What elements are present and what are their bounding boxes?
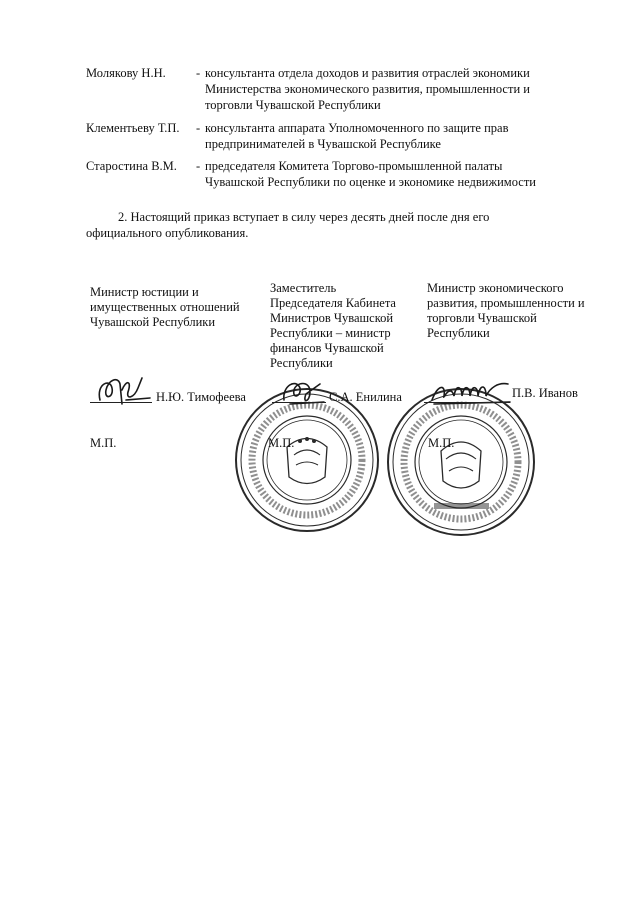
- signatory-title: Заместитель: [270, 281, 337, 295]
- dash: -: [196, 121, 201, 135]
- person-name: Молякову Н.Н.: [86, 66, 166, 80]
- signatory-title: Республики: [427, 326, 490, 340]
- position-line: предпринимателей в Чувашской Республике: [205, 137, 441, 151]
- position-line: Министерства экономического развития, промышленности и: [205, 82, 530, 96]
- signer-name: П.В. Иванов: [512, 386, 578, 400]
- signatory-title: Министр экономического: [427, 281, 564, 295]
- dash: -: [196, 159, 201, 173]
- position-line: консультанта аппарата Уполномоченного по защите прав: [205, 121, 509, 135]
- signature-line: [424, 402, 510, 403]
- effective-date-paragraph: 2. Настоящий приказ вступает в силу через десять дней после дня его: [118, 210, 490, 224]
- official-seal-2: [384, 385, 539, 540]
- stamp-place-mark: М.П.: [428, 436, 455, 450]
- signatory-title: Министров Чувашской: [270, 311, 394, 325]
- signatory-title: Министр юстиции и: [90, 285, 199, 299]
- signatory-title: имущественных отношений: [90, 300, 240, 314]
- person-name: Клементьеву Т.П.: [86, 121, 180, 135]
- signatory-title: финансов Чувашской: [270, 341, 384, 355]
- signatory-title: Председателя Кабинета: [270, 296, 396, 310]
- signature-2: [276, 374, 328, 410]
- signatory-title: Республики: [270, 356, 333, 370]
- signatory-title: торговли Чувашской: [427, 311, 537, 325]
- position-line: торговли Чувашской Республики: [205, 98, 381, 112]
- signer-name: Н.Ю. Тимофеева: [156, 390, 246, 404]
- signer-name: С.А. Енилина: [329, 390, 402, 404]
- stamp-place-mark: М.П.: [268, 436, 295, 450]
- position-line: консультанта отдела доходов и развития отраслей экономики: [205, 66, 530, 80]
- position-line: председателя Комитета Торгово-промышленной палаты: [205, 159, 503, 173]
- signature-line: [90, 402, 152, 403]
- person-name: Старостина В.М.: [86, 159, 177, 173]
- signatory-title: Чувашской Республики: [90, 315, 216, 329]
- effective-date-paragraph-line2: официального опубликования.: [86, 226, 249, 240]
- dash: -: [196, 66, 201, 80]
- position-line: Чувашской Республики по оценке и экономике недвижимости: [205, 175, 536, 189]
- stamp-place-mark: М.П.: [90, 436, 117, 450]
- signature-line: [272, 402, 326, 403]
- signatory-title: развития, промышленности и: [427, 296, 585, 310]
- signatory-title: Республики – министр: [270, 326, 391, 340]
- signature-1: [92, 370, 154, 410]
